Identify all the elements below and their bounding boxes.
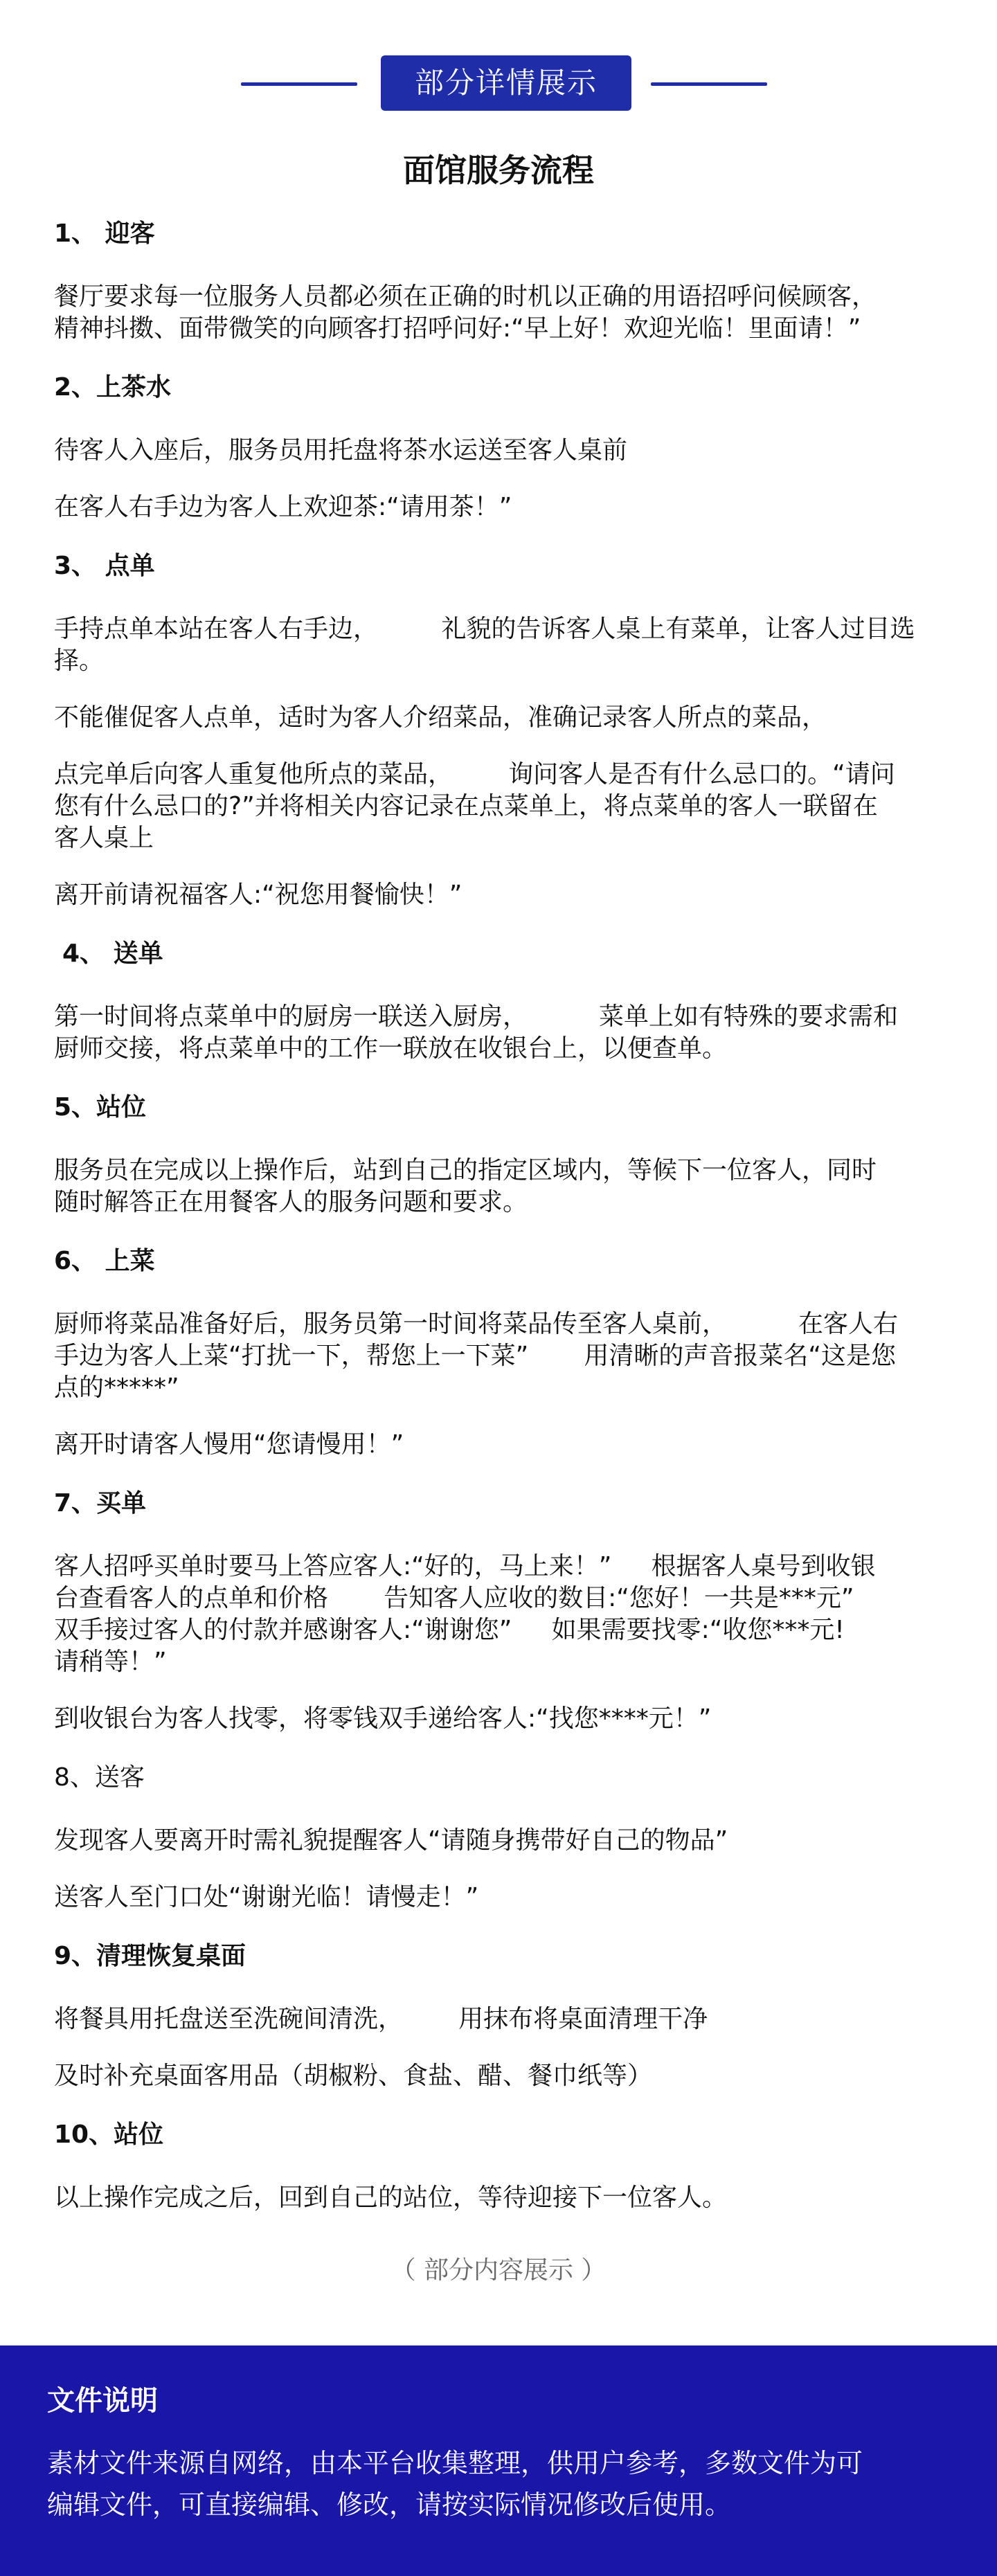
section-8 bbox=[54, 1760, 954, 1913]
section-paragraph: 以上操作完成之后，回到自己的站位，等待迎接下一位客人。 bbox=[54, 2183, 728, 2212]
file-info-footer bbox=[0, 2345, 997, 2576]
section-title: 4、 送单 bbox=[62, 939, 163, 968]
section-title: 2、上茶水 bbox=[54, 373, 172, 402]
section-paragraph: 及时补充桌面客用品（胡椒粉、食盐、醋、餐巾纸等） bbox=[54, 2062, 653, 2090]
section-10 bbox=[54, 2117, 954, 2214]
section-paragraph: 厨师将菜品准备好后，服务员第一时间将菜品传至客人桌前， 在客人右 手边为客人上菜“打扰一下，帮您上一下菜” 用清晰的声音报菜名“这是您 点的*****” bbox=[54, 1310, 898, 1402]
section-paragraph: 待客人入座后，服务员用托盘将茶水运送至客人桌前 bbox=[54, 436, 628, 465]
section-paragraph: 送客人至门口处“谢谢光临！请慢走！” bbox=[54, 1883, 479, 1911]
section-paragraph: 发现客人要离开时需礼貌提醒客人“请随身携带好自己的物品” bbox=[54, 1826, 728, 1855]
header-divider-left bbox=[241, 82, 357, 86]
section-paragraph: 第一时间将点菜单中的厨房一联送入厨房， 菜单上如有特殊的要求需和 厨师交接，将点菜单中的工作一联放在收银台上，以便查单。 bbox=[54, 1002, 898, 1063]
section-paragraph: 点完单后向客人重复他所点的菜品， 询问客人是否有什么忌口的。“请问 您有什么忌口的?”并将相关内容记录在点菜单上，将点菜单的客人一联留在 客人桌上 bbox=[54, 760, 895, 852]
document-title: 面馆服务流程 bbox=[403, 152, 594, 189]
section-title: 10、站位 bbox=[54, 2120, 164, 2149]
section-title: 1、 迎客 bbox=[54, 219, 155, 248]
section-4 bbox=[54, 936, 954, 1065]
section-3 bbox=[54, 548, 954, 911]
section-title: 3、 点单 bbox=[54, 552, 155, 580]
section-title: 5、站位 bbox=[54, 1093, 147, 1122]
footer-title: 文件说明 bbox=[47, 2385, 158, 2417]
section-header bbox=[0, 55, 997, 111]
footer-description: 素材文件来源自网络，由本平台收集整理，供用户参考，多数文件为可 编辑文件，可直接编辑、修改，请按实际情况修改后使用。 bbox=[47, 2448, 863, 2520]
section-paragraph: 离开时请客人慢用“您请慢用！” bbox=[54, 1430, 404, 1459]
header-badge: 部分详情展示 bbox=[381, 55, 631, 111]
section-2 bbox=[54, 370, 954, 523]
section-paragraph: 服务员在完成以上操作后，站到自己的指定区域内，等候下一位客人，同时 随时解答正在用餐客人的服务问题和要求。 bbox=[54, 1156, 877, 1216]
header-divider-right bbox=[651, 82, 767, 86]
section-1 bbox=[54, 216, 954, 345]
section-paragraph: 到收银台为客人找零，将零钱双手递给客人:“找您****元！” bbox=[54, 1704, 712, 1733]
section-5 bbox=[54, 1090, 954, 1218]
section-title: 7、买单 bbox=[54, 1489, 147, 1517]
section-paragraph: 客人招呼买单时要马上答应客人:“好的，马上来！” 根据客人桌号到收银 台查看客人的点单和价格 告知客人应收的数目:“您好！一共是***元” 双手接过客人的付款并感谢客人:“谢谢您” 如果需要找零:“收您***元! 请稍等！” bbox=[54, 1552, 876, 1676]
section-paragraph: 在客人右手边为客人上欢迎茶:“请用茶！” bbox=[54, 493, 512, 521]
partial-content-note: （ 部分内容展示 ） bbox=[390, 2256, 607, 2285]
section-7 bbox=[54, 1486, 954, 1735]
section-paragraph: 手持点单本站在客人右手边， 礼貌的告诉客人桌上有菜单，让客人过目选 择。 bbox=[54, 615, 915, 675]
section-title: 6、 上菜 bbox=[54, 1247, 155, 1275]
section-title: 9、清理恢复桌面 bbox=[54, 1942, 246, 1970]
section-title: 8、送客 bbox=[54, 1763, 145, 1792]
section-6 bbox=[54, 1243, 954, 1461]
section-paragraph: 离开前请祝福客人:“祝您用餐愉快！” bbox=[54, 881, 462, 909]
section-paragraph: 不能催促客人点单，适时为客人介绍菜品，准确记录客人所点的菜品， bbox=[54, 703, 827, 732]
section-paragraph: 餐厅要求每一位服务人员都必须在正确的时机以正确的用语招呼问候顾客， 精神抖擞、面带微笑的向顾客打招呼问好:“早上好！欢迎光临！里面请！” bbox=[54, 282, 877, 343]
section-paragraph: 将餐具用托盘送至洗碗间清洗， 用抹布将桌面清理干净 bbox=[54, 2005, 708, 2033]
document-body bbox=[54, 216, 954, 2239]
section-9 bbox=[54, 1938, 954, 2092]
